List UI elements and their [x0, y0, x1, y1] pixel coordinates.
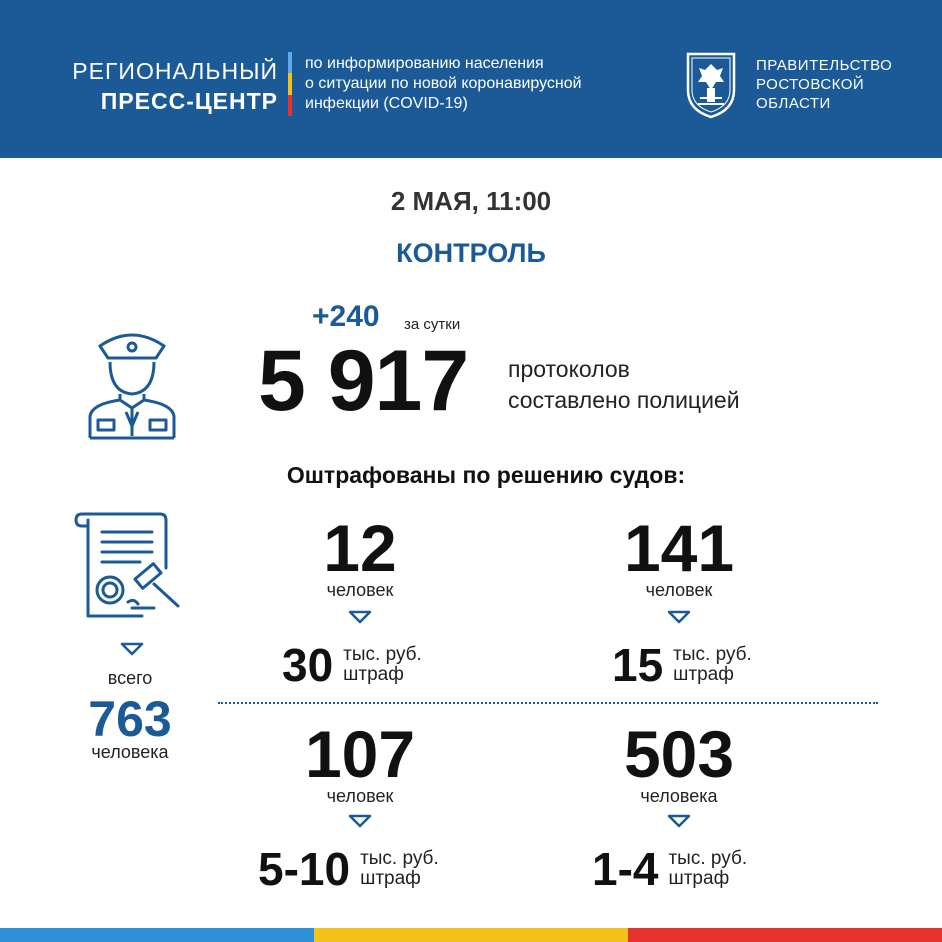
protocols-total: 5 917: [258, 333, 469, 429]
gov-line: ПРАВИТЕЛЬСТВО: [756, 57, 893, 74]
fine-amount-value: 1-4: [592, 843, 659, 895]
fine-unit-line: штраф: [343, 664, 404, 685]
gov-line: РОСТОВСКОЙ: [756, 76, 865, 93]
fined-title: Оштрафованы по решению судов:: [286, 462, 686, 488]
fined-unit: человек: [326, 580, 394, 600]
total-value: 763: [88, 691, 172, 747]
fine-amount-4: [592, 842, 747, 896]
protocols-delta-label: за сутки: [404, 316, 461, 333]
police-officer-icon: [82, 328, 182, 440]
triangle-down-icon: [667, 814, 691, 828]
fine-unit-line: тыс. руб.: [343, 644, 422, 665]
fine-amount-2: [612, 638, 752, 692]
report-date: 2 МАЯ, 11:00: [390, 186, 552, 216]
dotted-divider: [218, 702, 878, 704]
triangle-down-icon: [348, 610, 372, 624]
press-center-logo: [72, 56, 278, 116]
fine-unit-line: тыс. руб.: [360, 848, 439, 869]
fined-unit: человека: [640, 786, 718, 806]
fine-amount-label: [673, 645, 752, 685]
protocols-delta: +240: [312, 300, 380, 333]
triangle-down-icon: [348, 814, 372, 828]
total-unit: человека: [91, 742, 169, 762]
fine-group-1: [230, 511, 490, 600]
fine-amount-value: 15: [612, 639, 664, 691]
coat-of-arms-icon: [682, 50, 740, 120]
protocols-label-line: протоколов: [508, 356, 630, 382]
fine-unit-line: тыс. руб.: [673, 644, 752, 665]
section-title: КОНТРОЛЬ: [396, 238, 546, 268]
fine-unit-line: штраф: [360, 868, 421, 889]
fined-count: 503: [623, 717, 735, 791]
fine-group-2: [549, 511, 809, 600]
fine-amount-1: [282, 638, 422, 692]
fine-amount-label: [668, 849, 747, 889]
fined-unit: человек: [326, 786, 394, 806]
tricolor-stripe: [288, 52, 292, 116]
brand-line1: РЕГИОНАЛЬНЫЙ: [72, 58, 278, 84]
protocols-label-line: составлено полицией: [508, 387, 740, 413]
fine-amount-label: [343, 645, 422, 685]
fined-count: 141: [623, 511, 735, 585]
fine-unit-line: штраф: [668, 868, 730, 889]
fine-amount-value: 30: [282, 639, 334, 691]
fined-unit: человек: [645, 580, 713, 600]
triangle-down-icon: [667, 610, 691, 624]
protocols-label: [508, 354, 740, 416]
header-banner: [0, 0, 942, 158]
fine-amount-label: [360, 849, 439, 889]
fine-group-3: [230, 717, 490, 806]
gov-line: ОБЛАСТИ: [756, 95, 831, 112]
header-description-line: о ситуации по новой коронавирусной: [305, 75, 582, 92]
fined-count: 107: [304, 717, 416, 791]
fine-unit-line: тыс. руб.: [668, 848, 748, 869]
fine-amount-3: [258, 842, 439, 896]
government-title: [756, 56, 892, 113]
header-description-line: инфекции (COVID-19): [305, 95, 468, 112]
court-document-icon: [72, 508, 190, 622]
header-description: [305, 54, 582, 114]
brand-line2: ПРЕСС-ЦЕНТР: [100, 88, 278, 114]
total-label: всего: [107, 668, 153, 688]
fine-group-4: [549, 717, 809, 806]
fine-unit-line: штраф: [673, 664, 734, 685]
header-description-line: по информированию населения: [305, 55, 544, 72]
bottom-color-bar: [0, 928, 942, 942]
fined-count: 12: [323, 511, 397, 585]
triangle-down-icon: [120, 642, 144, 656]
fine-amount-value: 5-10: [258, 843, 351, 895]
